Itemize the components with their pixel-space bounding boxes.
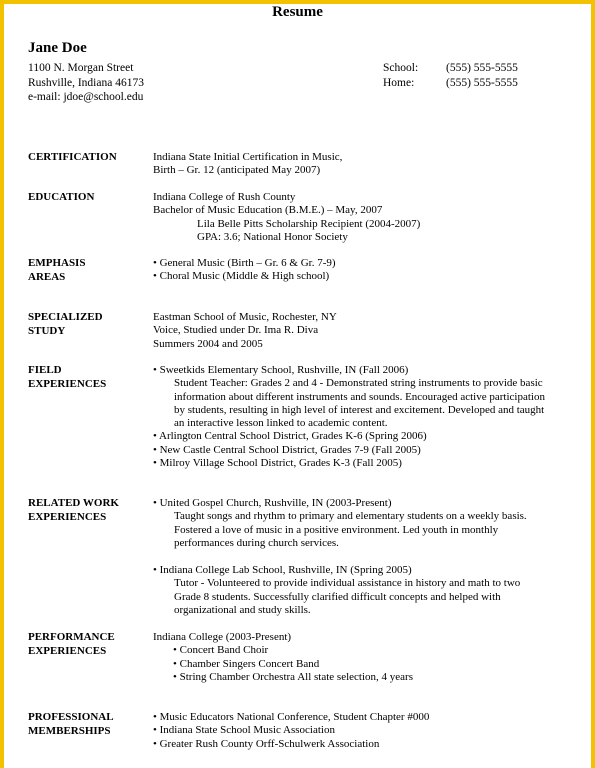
list-item: • Arlington Central School District, Grades K-6 (Spring 2006) [153,430,427,443]
item-description: Tutor - Volunteered to provide individual assistance in history and math to two [174,577,521,590]
section-body-professional [153,711,429,751]
item-description: Grade 8 students. Successfully clarified difficult concepts and helped with [174,590,501,603]
contact-info [28,61,144,105]
heading-line: CERTIFICATION [28,151,117,163]
section-heading-professional [28,711,114,738]
section-heading-related [28,497,119,524]
body-line: Birth – Gr. 12 (anticipated May 2007) [153,164,321,177]
item-description: an interactive lesson linked to academic content. [174,417,388,430]
heading-line: AREAS [28,270,66,283]
list-item: • String Chamber Orchestra All state selection, 4 years [173,670,413,683]
body-line: Indiana College (2003-Present) [153,631,292,643]
address-line-2: Rushville, Indiana 46173 [28,76,144,89]
body-subline: GPA: 3.6; National Honor Society [197,230,348,243]
heading-line: SPECIALIZED [28,311,103,323]
body-line: Indiana State Initial Certification in Music, [153,151,343,163]
email: e-mail: jdoe@school.edu [28,91,144,103]
address-line-1: 1100 N. Morgan Street [28,62,134,74]
section-body-performance [153,631,413,684]
list-item: • Chamber Singers Concert Band [173,657,320,670]
section-heading-emphasis [28,257,85,284]
item-description: Fostered a love of music in a positive environment. Led youth in monthly [174,523,499,536]
list-item: • Indiana College Lab School, Rushville, IN (Spring 2005) [153,564,412,576]
section-heading-specialized [28,311,103,338]
phone-number: (555) 555-5555 [446,76,518,89]
item-description: Student Teacher: Grades 2 and 4 - Demonstrated string instruments to provide basic [174,377,543,390]
section-heading-certification [28,151,117,165]
list-item: • Choral Music (Middle & High school) [153,270,330,283]
list-item: • New Castle Central School District, Grades 7-9 (Fall 2005) [153,443,421,456]
body-line: Indiana College of Rush County [153,191,296,203]
list-item: • Sweetkids Elementary School, Rushville, IN (Fall 2006) [153,364,409,376]
heading-line: STUDY [28,324,66,337]
section-body-specialized [153,311,337,351]
item-description: performances during church services. [174,536,339,549]
phone-label: School: [383,62,419,74]
item-description: information about different instruments and sounds. Encouraged active participation [174,390,545,403]
candidate-name: Jane Doe [28,40,87,56]
section-body-related-2 [153,564,520,617]
section-body-education [153,191,420,244]
heading-line: EXPERIENCES [28,377,107,390]
list-item: • Milroy Village School District, Grades K-3 (Fall 2005) [153,457,402,470]
section-body-field [153,364,545,470]
item-description: organizational and study skills. [174,603,311,616]
list-item: • Indiana State School Music Association [153,724,335,737]
heading-line: FIELD [28,364,62,376]
heading-line: MEMBERSHIPS [28,724,111,737]
list-item: • General Music (Birth – Gr. 6 & Gr. 7-9) [153,257,336,269]
section-heading-performance [28,631,115,658]
body-line: Summers 2004 and 2005 [153,337,263,350]
phone-number: (555) 555-5555 [446,62,518,74]
item-description: Taught songs and rhythm to primary and elementary students on a weekly basis. [174,510,527,523]
body-line: Eastman School of Music, Rochester, NY [153,311,337,323]
section-body-emphasis [153,257,336,284]
heading-line: PROFESSIONAL [28,711,114,723]
list-item: • Concert Band Choir [173,644,269,657]
list-item: • United Gospel Church, Rushville, IN (2003-Present) [153,497,392,509]
phone-numbers [383,61,518,90]
section-body-related [153,497,527,550]
heading-line: EXPERIENCES [28,510,107,523]
item-description: by students, resulting in high level of interest and excitement. Developed and taught [174,403,545,416]
list-item: • Greater Rush County Orff-Schulwerk Association [153,737,380,750]
section-body-certification [153,151,342,178]
body-line: Bachelor of Music Education (B.M.E.) – May, 2007 [153,204,383,217]
heading-line: RELATED WORK [28,497,119,509]
list-item: • Music Educators National Conference, Student Chapter #000 [153,711,430,723]
section-heading-field [28,364,106,391]
body-line: Voice, Studied under Dr. Ima R. Diva [153,324,319,337]
phone-label: Home: [383,76,415,89]
heading-line: EDUCATION [28,191,95,203]
body-subline: Lila Belle Pitts Scholarship Recipient (2004-2007) [197,217,421,230]
heading-line: PERFORMANCE [28,631,115,643]
heading-line: EXPERIENCES [28,644,107,657]
phone-row-school [383,61,518,76]
page-title: Resume [272,4,323,20]
section-heading-education [28,191,94,205]
heading-line: EMPHASIS [28,257,86,269]
phone-row-home [383,76,518,91]
